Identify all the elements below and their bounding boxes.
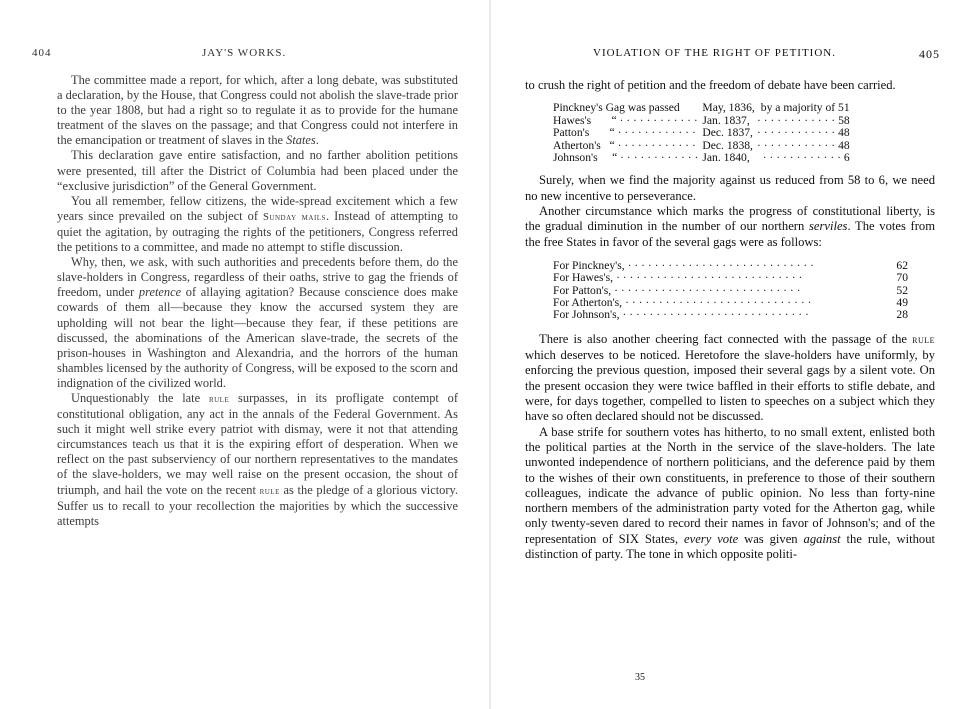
list-item: For Pinckney's, · · · · · · · · · · · · · · · · · · · · · · · · · · · · 62 [553, 258, 908, 272]
list-item: For Hawes's, · · · · · · · · · · · · · · · · · · · · · · · · · · · · 70 [553, 271, 908, 285]
table-row: Pinckney's Gag was passed May, 1836, by a majority of 51 [553, 101, 850, 115]
page-number: 405 [919, 47, 940, 61]
left-body [57, 73, 458, 529]
page-number: 404 [32, 47, 52, 59]
free-state-votes-list [553, 260, 908, 322]
gag-majorities-table [553, 102, 850, 164]
right-page [490, 0, 980, 709]
list-item: For Patton's, · · · · · · · · · · · · · · · · · · · · · · · · · · · · 52 [553, 283, 908, 297]
running-head: VIOLATION OF THE RIGHT OF PETITION. [593, 47, 836, 59]
table-row: Johnson's “ · · · · · · · · · · · · Jan. 1840, · · · · · · · · · · · · 6 [553, 150, 850, 164]
running-head: JAY'S WORKS. [202, 47, 287, 59]
paragraph: Surely, when we find the majority against us reduced from 58 to 6, we need no new incentive to perseverance. [525, 173, 935, 203]
paragraph: You all remember, fellow citizens, the wide-spread excitement which a few years since prevailed on the subject of Sunday mails. Instead of attempting to quiet the agitation, by outraging the rights of the petitioners, Congress referred the petitions to a committee, and made no attempt to stifle discussion. [57, 193, 458, 255]
paragraph: to crush the right of petition and the freedom of debate have been carried. [525, 78, 896, 92]
signature-mark: 35 [635, 672, 645, 683]
paragraph: There is also another cheering fact connected with the passage of the rule which deserves to be noticed. Heretofore the slave-holders have uniformly, by enforcing the previous question, imposed their several gags by a silent vote. On the present occasion they were twice baffled in their efforts to stifle debate, and were, for days together, compelled to listen to speeches on a subject which they have so often declared should not be discussed. [525, 331, 935, 424]
paragraph: The committee made a report, for which, after a long debate, was substituted a declaration, by the House, that Congress could not abolish the slave-trade prior to the year 1808, but had a right so to regulate it as to provide for the humane treatment of the slaves on the passage; and that Congress could not interfere in the emancipation or treatment of slaves in the States. [57, 73, 458, 148]
list-item: For Atherton's, · · · · · · · · · · · · · · · · · · · · · · · · · · · · 49 [553, 296, 908, 310]
paragraph: This declaration gave entire satisfaction, and no farther abolition petitions were presented, till after the District of Columbia had been placed under the “exclusive jurisdiction” of the General Government. [57, 148, 458, 193]
paragraph: Unquestionably the late rule surpasses, in its profligate contempt of constitutional obligation, any act in the annals of the Federal Government. As such it might well strike every patriot with dismay, were it not that attending circumstances teach us that it is the expiring effort of desperation. When we reflect on the past subserviency of our northern representatives to the mandates of the slave-holders, we may well raise on the present occasion, the shout of triumph, and hail the vote on the recent rule as the pledge of a glorious victory. Suffer us to recall to your recollection the majorities by which the successive attempts [57, 390, 458, 528]
table-row: Patton's “ · · · · · · · · · · · · Dec. 1837, · · · · · · · · · · · · 48 [553, 126, 850, 140]
paragraph: Another circumstance which marks the progress of constitutional liberty, is the gradual diminution in the number of our northern serviles. The votes from the free States in favor of the several gags were as follows: [525, 203, 935, 249]
right-body [525, 78, 935, 562]
paragraph: A base strife for southern votes has hitherto, to no small extent, enlisted both the political parties at the North in the service of the slave-holders. The late unwonted independence of northern politicians, and the deference paid by them to the wishes of their own constituents, in preference to those of their southern colleagues, indicate the advance of public opinion. No less than forty-nine northern members of the administration party voted for the Atherton gag, while only twenty-seven dared to record their names in favor of Johnson's; and of the representation of SIX States, every vote was given against the rule, without distinction of party. The tone in which opposite politi- [525, 424, 935, 561]
table-row: Hawes's “ · · · · · · · · · · · · Jan. 1837, · · · · · · · · · · · · 58 [553, 113, 850, 127]
paragraph: Why, then, we ask, with such authorities and precedents before them, do the slave-holders in Congress, regardless of their oaths, strive to gag the friends of freedom, under pretence of allaying agitation? Because conscience does make cowards of them all—because they know the accursed system they are upholding will not bear the light—because they fear, if these petitions are discussed, the abominations of the American slave-trade, the secrets of the prison-houses in Washington and Alexandria, and the horrors of the human shambles licensed by the authority of Congress, will be exposed to the scorn and indignation of the civilized world. [57, 255, 458, 390]
table-row: Atherton's “ · · · · · · · · · · · · Dec. 1838, · · · · · · · · · · · · 48 [553, 138, 850, 152]
list-item: For Johnson's, · · · · · · · · · · · · · · · · · · · · · · · · · · · · 28 [553, 308, 908, 322]
